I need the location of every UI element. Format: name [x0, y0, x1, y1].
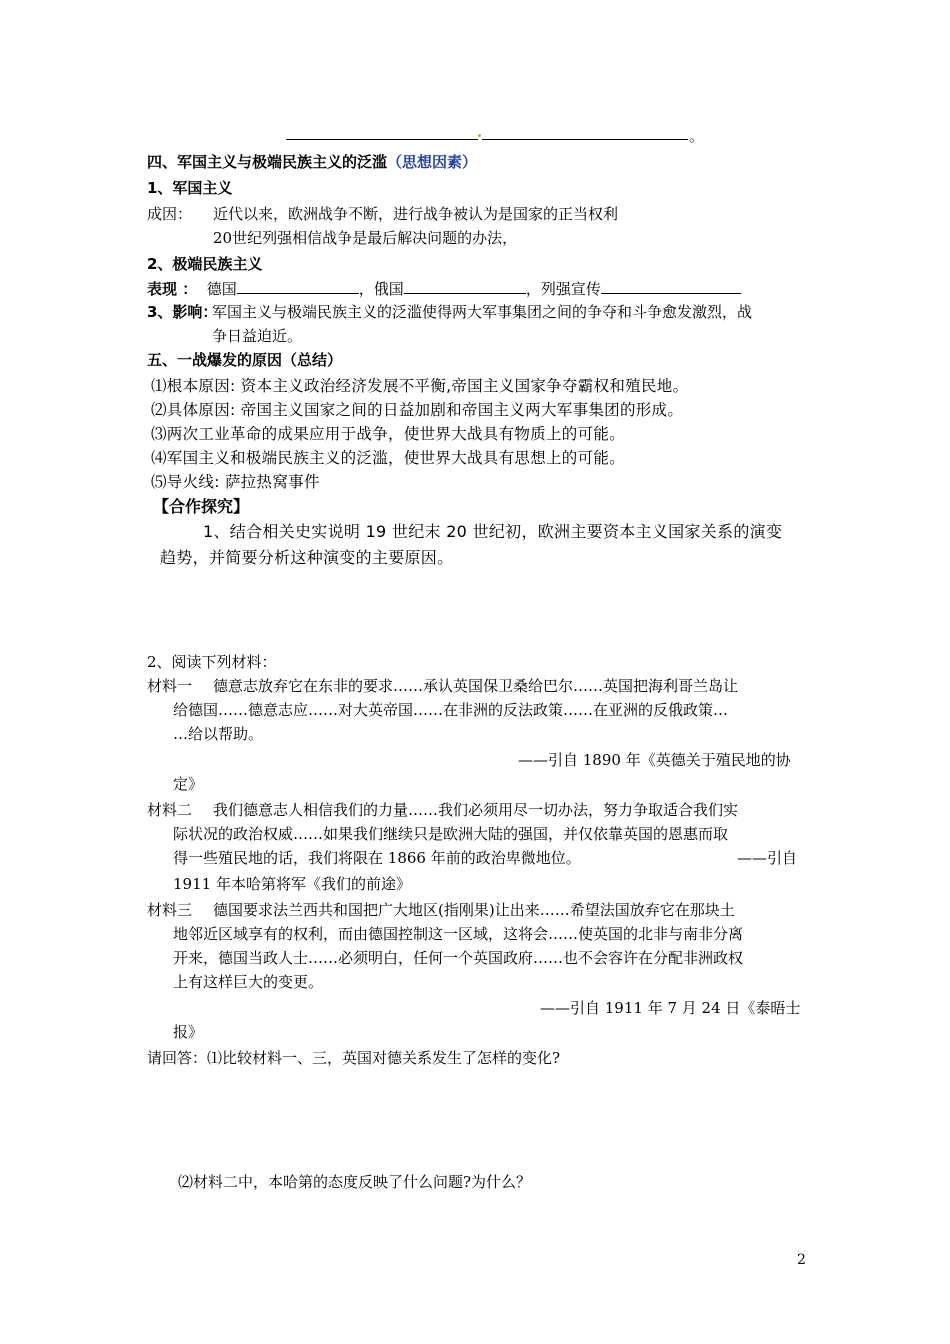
m2-label: 材料二	[147, 801, 193, 819]
sub2-label: 表现 ：	[147, 280, 198, 298]
sub3-line1: 军国主义与极端民族主义的泛滥使得两大军事集团之间的争夺和斗争愈发激烈，战	[212, 303, 753, 321]
sub2-germany: 德国	[206, 280, 237, 298]
blank-russia	[404, 278, 526, 294]
sub2-title: 2、极端民族主义	[147, 255, 263, 273]
m2-line3: 得一些殖民地的话，我们将限在 1866 年前的政治卑微地位。	[173, 849, 581, 867]
cause-item-4: ⑷军国主义和极端民族主义的泛滥，使世界大战具有思想上的可能。	[151, 449, 626, 467]
cause-item-1: ⑴根本原因: 资本主义政治经济发展不平衡,帝国主义国家争夺霸权和殖民地。	[151, 377, 689, 395]
section4-title-note: （思想因素）	[387, 153, 478, 171]
top-blank-period: 。	[689, 127, 705, 145]
m3-source-2: 报》	[173, 1023, 204, 1041]
sub2-expressions	[147, 278, 741, 299]
m1-line1: 德意志放弃它在东非的要求……承认英国保卫桑给巴尔……英国把海利哥兰岛让	[213, 677, 739, 695]
m3-line2: 地邻近区域享有的权利，而由德国控制这一区域，这将会……使英国的北非与南非分离	[173, 925, 744, 943]
m3-line4: 上有这样巨大的变更。	[173, 973, 324, 991]
m2-line1: 我们德意志人相信我们的力量……我们必须用尽一切办法，努力争取适合我们实	[213, 801, 739, 819]
m3-label: 材料三	[147, 901, 193, 919]
blank-powers	[601, 278, 741, 294]
m1-label: 材料一	[147, 677, 193, 695]
m2-source-1: ——引自	[737, 849, 798, 867]
sub1-title: 1、军国主义	[147, 179, 233, 197]
sub2-russia: ，俄国	[358, 280, 404, 298]
cause-item-2: ⑵具体原因: 帝国主义国家之间的日益加剧和帝国主义两大军事集团的形成。	[151, 401, 684, 419]
sub1-cause-label: 成因：	[147, 205, 193, 223]
m3-line3: 开来，德国当政人士……必须明白，任何一个英国政府……也不会容许在分配非洲政权	[173, 949, 744, 967]
top-blank-1	[286, 124, 478, 140]
m2-source-2: 1911 年本哈第将军《我们的前途》	[173, 875, 411, 893]
m2-line2: 际状况的政治权威……如果我们继续只是欧洲大陆的强国，并仅依靠英国的恩惠而取	[173, 825, 729, 843]
top-blank-2	[482, 124, 688, 140]
question-ask-1: 请回答：⑴比较材料一、三，英国对德关系发生了怎样的变化?	[147, 1049, 561, 1067]
section5-title: 五、一战爆发的原因（总结）	[147, 351, 343, 369]
coop-q1-line2: 趋势，并简要分析这种演变的主要原因。	[160, 548, 454, 567]
section4-title: 四、军国主义与极端民族主义的泛滥	[147, 153, 388, 171]
m1-source-2: 定》	[173, 775, 204, 793]
sub1-cause-line2: 20世纪列强相信战争是最后解决问题的办法，	[213, 229, 518, 247]
q2-intro: 2、阅读下列材料：	[147, 653, 277, 671]
sub1-cause-line1: 近代以来，欧洲战争不断，进行战争被认为是国家的正当权利	[213, 205, 619, 223]
cause-item-5: ⑸导火线: 萨拉热窝事件	[151, 473, 320, 491]
section4-heading	[147, 152, 477, 172]
sub3-label: 3、影响：	[147, 303, 218, 321]
page-number: 2	[797, 1252, 806, 1268]
sub2-powers: ，列强宣传	[525, 280, 601, 298]
m3-line1: 德国要求法兰西共和国把广大地区(指刚果)让出来……希望法国放弃它在那块土	[213, 901, 735, 919]
cause-item-3: ⑶两次工业革命的成果应用于战争，使世界大战具有物质上的可能。	[151, 425, 626, 443]
sub3-line2: 争日益迫近。	[212, 327, 303, 345]
coop-title: 【合作探究】	[153, 497, 250, 516]
m1-line3: …给以帮助。	[173, 725, 264, 743]
m1-source-1: ——引自 1890 年《英德关于殖民地的协	[518, 751, 791, 769]
m3-source-1: ——引自 1911 年 7 月 24 日《泰晤士	[540, 999, 801, 1017]
question-ask-2: ⑵材料二中，本哈第的态度反映了什么问题?为什么？	[178, 1173, 532, 1191]
m1-line2: 给德国……德意志应……对大英帝国……在非洲的反法政策……在亚洲的反俄政策…	[173, 701, 729, 719]
coop-q1-line1: 1、结合相关史实说明 19 世纪末 20 世纪初，欧洲主要资本主义国家关系的演变	[203, 522, 783, 541]
decorative-dot	[478, 134, 481, 137]
blank-germany	[237, 278, 359, 294]
